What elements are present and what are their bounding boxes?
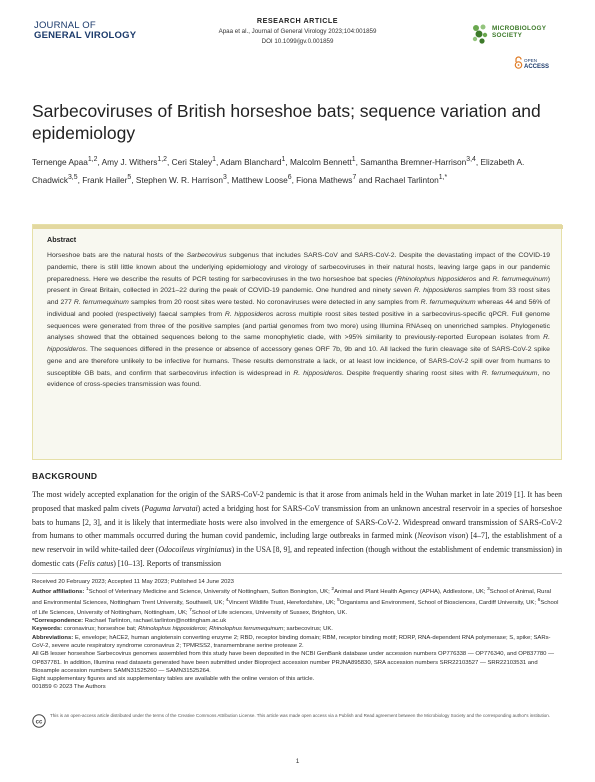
abstract-text: Horseshoe bats are the natural hosts of the Sarbecovirus subgenus that includes SARS-CoV and SARS-CoV-2. Despite the devastating impact of the COVID-19 pandemic, there is still little known about the underlying epidemiology and virology of sarbecoviruses in their natural hosts, leaving large gaps in our pandemic preparedness. Here we describe the results of PCR testing for sarbecoviruses in the two horseshoe bat species (Rhinolophus hipposideros and R. ferrumequinum) present in Great Britain, collected in 2021–22 during the peak of COVID-19 pandemic. One hundred and ninety seven R. hipposideros samples from 33 roost sites and 277 R. ferrumequinum samples from 20 roost sites were tested. No coronaviruses were detected in any samples from R. ferrumequinum whereas 44 and 56% of individual and pooled (respectively) faecal samples from R. hipposideros across multiple roost sites tested positive in a sarbecovirus-specific qPCR. Full genome sequences were generated from three of the positive samples (and partial genomes from two more) using Illumina RNAseq on unenriched samples. Phylogenetic analyses showed that the obtained sequences belong to the same monophyletic clade, with >95% similarity to previously-reported European isolates from R. hipposideros. The sequences differed in the presence or absence of accessory genes ORF 7b, 9b and 10. All lacked the furin cleavage site of SARS-CoV-2 spike gene and are therefore unlikely to be infective for humans. These results demonstrate a lack, or at least low incidence, of SARS-CoV-2 spill over from humans to susceptible GB bats, and confirm that sarbecovirus infection is widespread in R. hipposideros. Despite frequently sharing roost sites with R. ferrumequinum, no evidence of cross-species transmission was found. — [47, 252, 551, 389]
data-availability: All GB lesser horseshoe Sarbecovirus genomes assembled from this study have been deposited in the NCBI GenBank database under accession numbers OP776338 — OP776340, and OP837780 — OP837781. In addition, Illumina read datasets generated have been submitted under Bioproject accession number PRJNA895830, SRA accession numbers SRR22103527 — SRR22103531 and Biosample accession numbers SAMN31525260 — SAMN31525264. — [32, 651, 554, 674]
license-text: This is an open-access article distributed under the terms of the Creative Commons Attribution License. This article was made open access via a Publish and Read agreement between the Microbiology Society and the corresponding author's institution. — [50, 713, 551, 718]
society-name-line2: SOCIETY — [492, 32, 523, 39]
creative-commons-icon — [32, 714, 46, 728]
abstract-top-rule — [33, 225, 563, 229]
article-notes — [32, 578, 562, 692]
abbreviations: Abbreviations: E, envelope; hACE2, human angiotensin converting enzyme 2; RBD, receptor binding domain; RBM, receptor binding motif; RDRP, RNA-dependent RNA polymerase; S, spike; SARs-CoV-2, severe acute respiratory syndrome coronavirus 2; TPMRSS2, transmembrane serine protease 2. — [32, 634, 551, 649]
background-heading: BACKGROUND — [32, 471, 98, 481]
article-header — [185, 16, 410, 48]
journal-logo — [34, 21, 154, 41]
cc-label: cc — [35, 719, 43, 726]
correspondence: *Correspondence: Rachael Tarlinton, rachael.tarlinton@nottingham.ac.uk — [32, 618, 227, 625]
article-title: Sarbecoviruses of British horseshoe bats; sequence variation and epidemiology — [32, 101, 541, 143]
microbiology-society-logo — [470, 22, 570, 46]
abstract-heading: Abstract — [47, 235, 77, 244]
publication-dates: Received 20 February 2023; Accepted 11 May 2023; Published 14 June 2023 — [32, 579, 234, 585]
keywords: Keywords: coronavirus; horseshoe bat; Rhinolophus hipposideros; Rhinolophus ferrumequinum; sarbecovirus; UK. — [32, 626, 333, 633]
article-id: 001859 © 2023 The Authors — [32, 684, 106, 691]
open-access-small: OPEN — [524, 58, 538, 63]
author-affiliations: Author affiliations: $^1$School of Veterinary Medicine and Science, University of Nottingham, Sutton Bonington, UK; $^2$Animal and Plant Health Agency (APHA), Addlestone, UK; $^3$School of Animal, Rural and Environmental Sciences, Nottingham Trent University, Southwell, UK; $^4$Vincent Wildlife Trust, Herefordshire, UK; $^5$Organisms and Environment, School of Biosciences, Cardiff University, UK; $^6$School of Life Sciences, University of Nottingham, Nottingham, UK; $^7$School of Life sciences, University of Sussex, Brighton, UK. — [32, 587, 559, 616]
article-type: RESEARCH ARTICLE — [256, 16, 339, 25]
journal-logo-line2: GENERAL VIROLOGY — [34, 30, 137, 41]
background-text: The most widely accepted explanation for the origin of the SARS-CoV-2 pandemic is that it arose from animals held in the Wuhan market in late 2019 [1]. It has been proposed that masked palm civets (Paguma larvatai) acted a bridging host for SARS-CoV transmission from an unknown ancestral reservoir in a species of horseshoe bats to humans [2, 3], and it is likely that intermediate hosts were also involved in the emergence of SARS-CoV-2. Widespread onward transmission of SARS-CoV-2 from humans to other mammals occurred during the human covid pandemic, including large outbreaks in farmed mink (Neovison vison) [4–7], the establishment of a new reservoir in wild white-tailed deer (Odocoileus virginianus) in the USA [8, 9], and repeated infection (though without the establishment of endemic transmission) in domestic cats (Felis catus) [10–13]. Reports of transmission — [32, 490, 562, 568]
open-access-badge — [514, 56, 574, 70]
society-name-line1: MICROBIOLOGY — [492, 25, 547, 32]
footnote-divider — [32, 573, 562, 574]
author-list: Ternenge Apaa$^{1,2}$, Amy J. Withers$^{1,2}$, Ceri Staley$^1$, Adam Blanchard$^1$, Malcolm Bennett$^1$, Samantha Bremner-Harrison$^{3,4}$, Elizabeth A. Chadwick$^{3,5}$, Frank Hailer$^5$, Stephen W. R. Harrison$^3$, Matthew Loose$^6$, Fiona Mathews$^7$ and Rachael Tarlinton$^{1,*}$ — [32, 156, 525, 185]
supplementary-note: Eight supplementary figures and six supplementary tables are available with the online version of this article. — [32, 676, 315, 683]
page-number: 1 — [295, 758, 300, 765]
doi-link[interactable]: DOI 10.1099/jgv.0.001859 — [261, 38, 334, 45]
open-access-label: ACCESS — [524, 64, 550, 70]
open-lock-icon — [514, 56, 523, 69]
journal-logo-line1: JOURNAL OF — [34, 20, 96, 31]
society-emblem-icon — [470, 22, 490, 46]
citation: Apaa et al., Journal of General Virology 2023;104:001859 — [218, 27, 377, 35]
